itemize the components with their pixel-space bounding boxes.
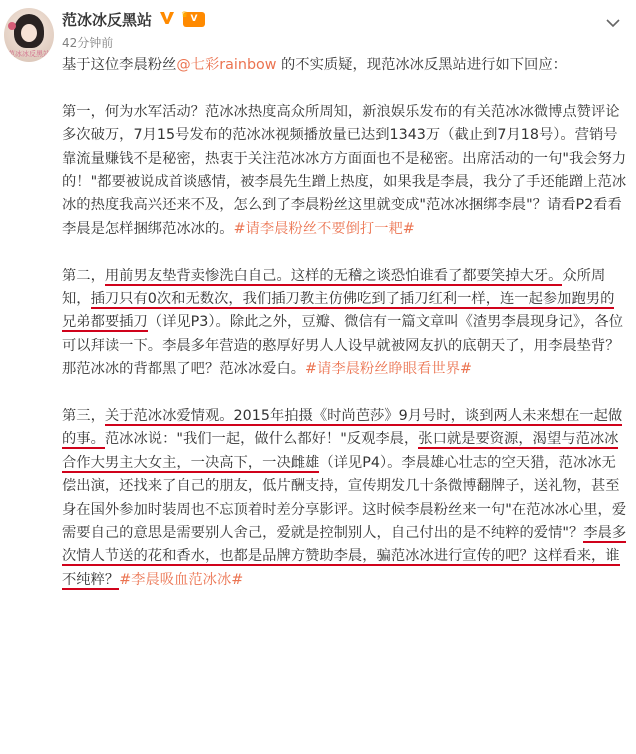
hashtag-link[interactable]: #请李晨粉丝不要倒打一耙# [233,220,415,237]
hashtag-link[interactable]: #请李晨粉丝睁眼看世界# [305,361,472,378]
vip-crown-icon[interactable] [183,12,205,27]
p1-text: 第一，何为水军活动？范冰冰热度高众所周知，新浪娱乐发布的有关范冰冰微博点赞评论多次破万，7月15号发布的范冰冰视频播放量已达到1343万（截止到7月18号）。营销号靠流量赚钱不是秘密，热衷于关注范冰冰方方面面也不是秘密。出席活动的一句"我会努力的！"都要被说成首谈感情，被李晨先生蹭上热度，如果我是李晨，我分了手还能蹭上范冰冰的热度我高兴还来不及，怎么到了李晨粉丝这里就变成"范冰冰捆绑李晨"？请看P2看看李晨是怎样捆绑范冰冰的。 [62,103,627,237]
avatar[interactable] [4,8,54,62]
avatar-caption: 范冰冰反黑站 [8,50,50,58]
p3-underlined-1: 关于范冰冰爱情观。2015年拍摄《时尚芭莎》9月号时，谈到两人未来想在一起做的事。 [62,408,623,448]
avatar-flower [8,22,16,30]
p2-text-1: 众所周知， [62,267,606,308]
p2-lead: 第二， [62,267,105,284]
intro-paragraph [62,54,628,77]
p3-lead: 第三， [62,408,105,425]
post-time[interactable]: 42分钟前 [62,36,114,50]
avatar-face [21,24,37,42]
p3-text-1: 范冰冰说："我们一起，做什么都好！"反观李晨， [104,431,419,448]
p2-underlined-2: 插刀只有0次和无数次，我们插刀教主仿佛吃到了插刀红利一样，连一起参加跑男的兄弟都要插刀 [62,291,615,331]
p3-text-2: （详见P4）。李晨雄心壮志的空天猎，范冰冰无偿出演，还找来了自己的朋友，低片酬支持，宣传期发几十条微博翻牌子，送礼物，甚至身在国外参加时装周也不忘顶着时差分享影评。这时候李晨粉丝来一句"在范冰冰心里，爱需要自己的意思是需要别人舍己，爱就是控制别人，自己付出的是不纯粹的爱情"？ [62,454,627,542]
hashtag-link[interactable]: #李晨吸血范冰冰# [119,571,244,588]
chevron-down-icon[interactable] [605,16,621,30]
post-content [62,54,628,592]
p2-text-2: （详见P3）。除此之外，豆瓣、微信有一篇文章叫《渣男李晨现身记》，各位可以拜读一下。李晨多年营造的憨厚好男人人设早就被网友扒的底朝天了，用李晨垫背？那范冰冰的背都黑了吧？范冰冰爱白。 [62,314,623,378]
mention-link[interactable]: @七彩rainbow [176,57,277,73]
level-label: V [190,14,198,24]
p2-underlined-1: 用前男友垫背卖惨洗白自己。这样的无稽之谈恐怕谁看了都要笑掉大牙。 [104,267,563,284]
p3-underlined-3: 李晨多次情人节送的花和香水，也都是品牌方赞助李晨，骗范冰冰进行宣传的吧？ [62,525,627,565]
verified-v-icon[interactable] [159,10,175,26]
paragraph-one [62,101,628,241]
intro-text-a: 基于这位李晨粉丝 [62,57,177,73]
p3-underlined-2: 张口就是要资源，渴望与范冰冰合作大男主大女主，一决高下，一决雌雄 [62,431,619,471]
intro-text-b: 的不实质疑，现范冰冰反黑站进行如下回应： [276,57,567,73]
username[interactable]: 范冰冰反黑站 [62,11,153,29]
crown-icon: ♛ [181,10,189,19]
paragraph-three [62,405,628,592]
paragraph-two [62,265,628,382]
p3-underlined-4: 这样看来，谁不纯粹？ [62,548,620,588]
